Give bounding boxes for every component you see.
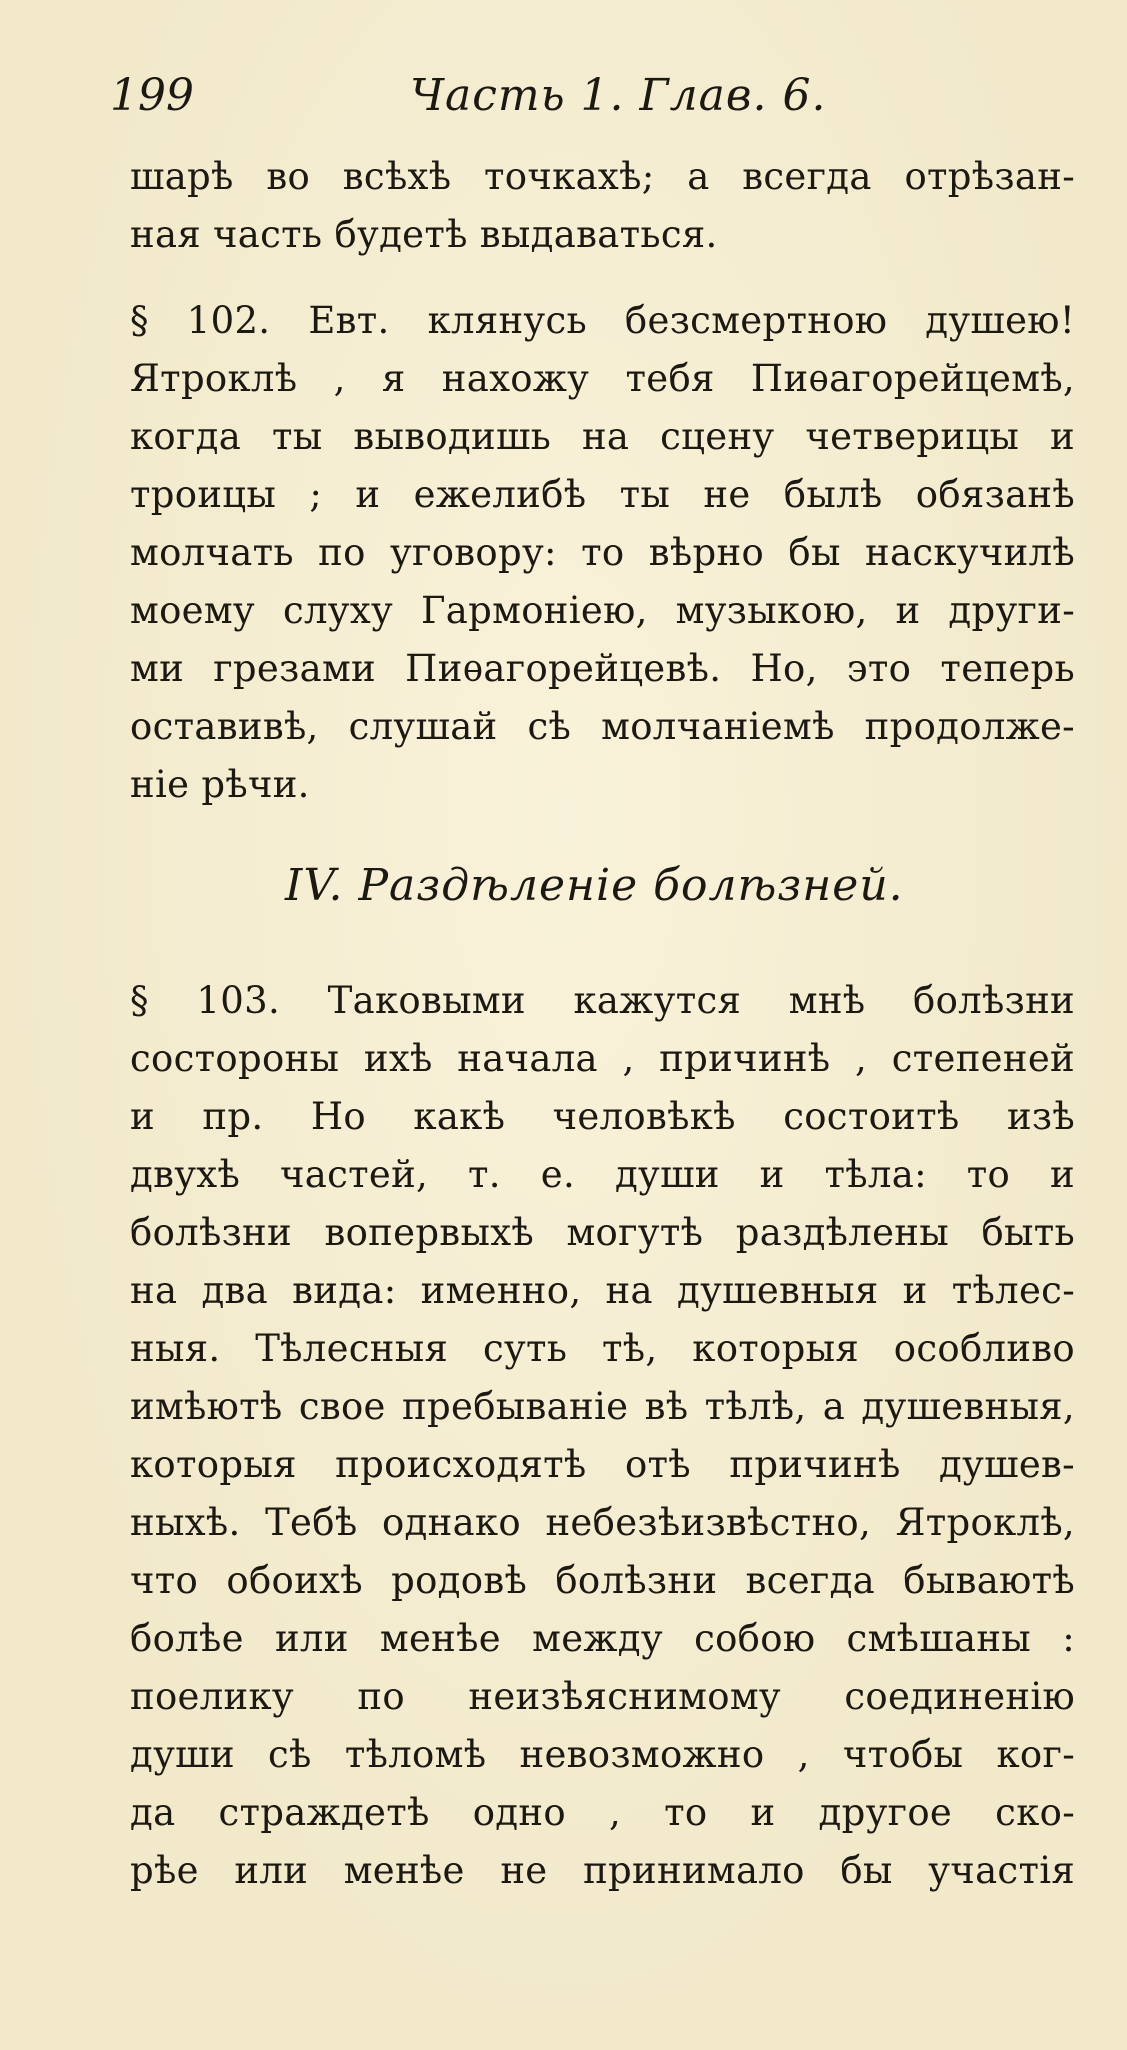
paragraph-103: [130, 972, 1075, 1900]
text-line: да страждетѣ одно , то и другое ско-: [130, 1791, 1075, 1834]
text-line: Ятроклѣ , я нахожу тебя Пиѳагорейцемѣ,: [130, 357, 1075, 400]
text-line: рѣе или менѣе не принимало бы участія: [130, 1849, 1075, 1892]
text-line: ніе рѣчи.: [130, 763, 310, 806]
page-header: [110, 70, 830, 130]
text-line: двухѣ частей, т. е. души и тѣла: то и: [130, 1153, 1075, 1196]
running-title: Часть 1. Глав. 6.: [410, 70, 827, 121]
section-heading: IV. Раздѣленіе болѣзней.: [285, 860, 904, 911]
text-line: § 103. Таковыми кажутся мнѣ болѣзни: [130, 979, 1075, 1022]
text-line: § 102. Евт. клянусь безсмертною душею!: [130, 299, 1075, 342]
text-line: на два вида: именно, на душевныя и тѣлес-: [130, 1269, 1075, 1312]
text-line: имѣютѣ свое пребываніе вѣ тѣлѣ, а душевныя,: [130, 1385, 1075, 1428]
text-line: ныя. Тѣлесныя суть тѣ, которыя особливо: [130, 1327, 1075, 1370]
text-line: моему слуху Гармоніею, музыкою, и други-: [130, 589, 1075, 632]
text-line: состороны ихѣ начала , причинѣ , степеней: [130, 1037, 1075, 1080]
paragraph-continuation: [130, 148, 1075, 264]
text-line: болѣзни вопервыхѣ могутѣ раздѣлены быть: [130, 1211, 1075, 1254]
text-line: ная часть будетѣ выдаваться.: [130, 213, 718, 256]
text-line: поелику по неизѣяснимому соединенію: [130, 1675, 1075, 1718]
text-line: ныхѣ. Тебѣ однако небезѣизвѣстно, Ятроклѣ,: [130, 1501, 1075, 1544]
text-line: шарѣ во всѣхѣ точкахѣ; а всегда отрѣзан-: [130, 155, 1075, 198]
text-line: молчать по уговору: то вѣрно бы наскучилѣ: [130, 531, 1075, 574]
page-number: 199: [110, 70, 194, 121]
text-line: оставивѣ, слушай сѣ молчаніемѣ продолже-: [130, 705, 1075, 748]
text-line: которыя происходятѣ отѣ причинѣ душев-: [130, 1443, 1075, 1486]
text-line: души сѣ тѣломѣ невозможно , чтобы ког-: [130, 1733, 1075, 1776]
text-line: ми грезами Пиѳагорейцевѣ. Но, это теперь: [130, 647, 1075, 690]
text-line: и пр. Но какѣ человѣкѣ состоитѣ изѣ: [130, 1095, 1075, 1138]
text-line: когда ты выводишь на сцену четверицы и: [130, 415, 1075, 458]
text-line: что обоихѣ родовѣ болѣзни всегда бываютѣ: [130, 1559, 1075, 1602]
paragraph-102: [130, 292, 1075, 814]
text-line: троицы ; и ежелибѣ ты не былѣ обязанѣ: [130, 473, 1075, 516]
text-line: болѣе или менѣе между собою смѣшаны :: [130, 1617, 1075, 1660]
